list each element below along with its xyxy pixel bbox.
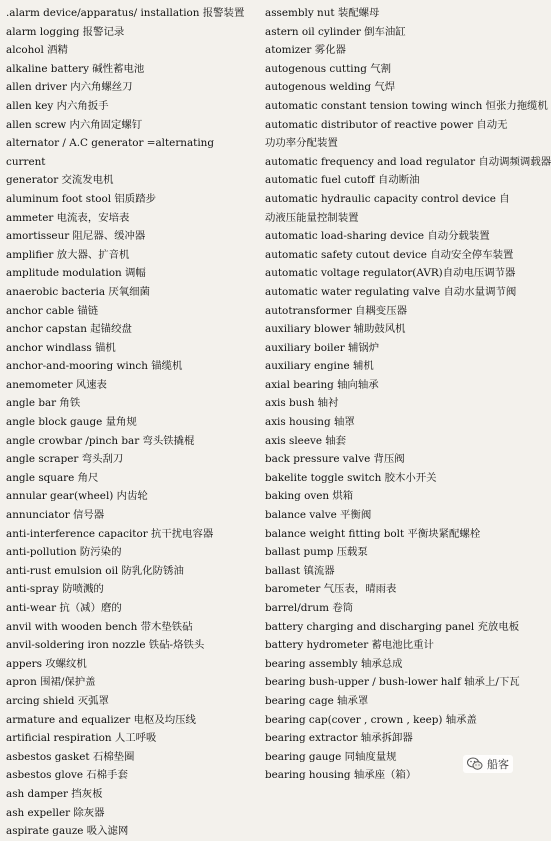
glossary-entry: automatic distributor of reactive power 自动无功功率分配装置 [265, 118, 508, 150]
glossary-entry: assembly nut 装配螺母 [265, 7, 380, 19]
glossary-entry: aspirate gauze 吸入滤网 [6, 825, 129, 838]
glossary-entry: anvil with wooden bench 带木垫铁砧 [6, 620, 193, 633]
glossary-entry: bearing housing 轴承座（箱） [265, 769, 417, 782]
wechat-icon [467, 757, 483, 771]
glossary-entry: autogenous welding 气焊 [265, 81, 396, 94]
glossary-entry: auxiliary boiler 辅锅炉 [265, 341, 380, 354]
glossary-entry: ash damper 挡灰板 [6, 787, 103, 800]
glossary-entry: autotransformer 自耦变压器 [265, 304, 407, 317]
glossary-entry: bearing assembly 轴承总成 [265, 657, 403, 670]
glossary-entry: generator 交流发电机 [6, 174, 114, 187]
glossary-entry: baking oven 烘箱 [265, 490, 354, 503]
glossary-entry: alkaline battery 碱性蓄电池 [6, 62, 145, 75]
glossary-entry: alarm logging 报警记录 [6, 25, 125, 38]
glossary-entry: annunciator 信号器 [6, 509, 105, 522]
glossary-entry: aluminum foot stool 铝质踏步 [6, 192, 156, 205]
glossary-entry: angle bar 角铁 [6, 397, 81, 410]
glossary-entry: auxiliary blower 辅助鼓风机 [265, 323, 406, 336]
glossary-entry: angle block gauge 量角规 [6, 416, 137, 429]
glossary-entry: anchor cable 锚链 [6, 304, 99, 317]
glossary-entry: automatic fuel cutoff 自动断油 [265, 174, 420, 187]
glossary-entry: automatic voltage regulator(AVR)自动电压调节器 [265, 267, 516, 280]
glossary-entry: axis sleeve 轴套 [265, 434, 347, 447]
glossary-entry: amortisseur 阻尼器、缓冲器 [6, 230, 146, 243]
glossary-entry: bearing extractor 轴承拆卸器 [265, 732, 413, 745]
glossary-entry: automatic hydraulic capacity control device 自动液压能量控制装置 [265, 192, 510, 224]
glossary-entry: anaerobic bacteria 厌氧细菌 [6, 285, 150, 298]
glossary-entry: .alarm device/apparatus/ installation 报警装置 [6, 7, 245, 19]
glossary-entry: armature and equalizer 电枢及均压线 [6, 713, 196, 726]
glossary-entry: axis housing 轴罩 [265, 416, 355, 429]
glossary-entry: ammeter 电流表，安培表 [6, 211, 130, 224]
glossary-entry: alternator / A.C generator =alternating current [6, 137, 215, 168]
glossary-entry: balance weight fitting bolt 平衡块紧配螺栓 [265, 527, 481, 540]
glossary-entry: ballast 镇流器 [265, 564, 335, 577]
glossary-entry: amplitude modulation 调幅 [6, 267, 146, 280]
glossary-entry: battery hydrometer 蓄电池比重计 [265, 639, 434, 652]
glossary-entry: automatic load-sharing device 自动分载装置 [265, 230, 490, 243]
glossary-entry: artificial respiration 人工呼吸 [6, 732, 157, 745]
glossary-entry: bearing gauge 同轴度量规 [265, 750, 397, 763]
glossary-entry: ash expeller 除灰器 [6, 806, 105, 819]
glossary-entry: atomizer 雾化器 [265, 44, 346, 57]
glossary-entry: autogenous cutting 气割 [265, 62, 392, 75]
glossary-entry: apron 围裙/保护盖 [6, 676, 96, 689]
glossary-entry: automatic safety cutout device 自动安全停车装置 [265, 248, 514, 261]
glossary-entry: asbestos gasket 石棉垫圈 [6, 750, 135, 763]
glossary-entry: anti-interference capacitor 抗干扰电容器 [6, 527, 214, 540]
glossary-entry: bearing cage 轴承罩 [265, 694, 369, 707]
glossary-entry: appers 攻螺纹机 [6, 657, 87, 670]
glossary-entry: axis bush 轴衬 [265, 397, 339, 410]
glossary-entry: anvil-soldering iron nozzle 铁砧-烙铁头 [6, 639, 205, 652]
glossary-entry: allen key 内六角扳手 [6, 99, 109, 112]
glossary-entry: bearing bush-upper / bush-lower half 轴承上/下瓦 [265, 676, 520, 689]
glossary-entry: back pressure valve 背压阀 [265, 453, 405, 466]
glossary-entry: battery charging and discharging panel 充放电板 [265, 620, 520, 633]
glossary-entry: ballast pump 压载泵 [265, 546, 368, 559]
glossary-entry: angle square 角尺 [6, 471, 99, 484]
glossary-entry: barrel/drum 卷筒 [265, 602, 354, 614]
glossary-entry: arcing shield 灭弧罩 [6, 694, 109, 707]
glossary-entry: anchor capstan 起锚绞盘 [6, 323, 132, 336]
glossary-entry: anti-wear 抗（减）磨的 [6, 602, 122, 614]
glossary-entry: auxiliary engine 辅机 [265, 360, 374, 373]
glossary-right-column [265, 4, 551, 785]
glossary-entry: allen screw 内六角固定螺钉 [6, 118, 143, 131]
glossary-entry: anti-pollution 防污染的 [6, 546, 122, 559]
wechat-watermark [463, 755, 513, 773]
glossary-entry: anti-spray 防喷溅的 [6, 583, 104, 596]
glossary-entry: automatic constant tension towing winch 恒张力拖缆机 [265, 99, 548, 112]
glossary-entry: anti-rust emulsion oil 防乳化防锈油 [6, 564, 184, 577]
glossary-entry: anemometer 风速表 [6, 378, 107, 391]
glossary-entry: angle crowbar /pinch bar 弯头铁撬棍 [6, 434, 195, 447]
glossary-entry: alcohol 酒精 [6, 44, 68, 57]
glossary-left-column [6, 4, 256, 841]
glossary-entry: annular gear(wheel) 内齿轮 [6, 490, 148, 503]
glossary-entry: bearing cap(cover , crown , keep) 轴承盖 [265, 713, 477, 726]
glossary-entry: bakelite toggle switch 胶木小开关 [265, 471, 437, 484]
glossary-entry: astern oil cylinder 倒车油缸 [265, 25, 406, 38]
glossary-entry: amplifier 放大器、扩音机 [6, 248, 130, 261]
glossary-entry: automatic water regulating valve 自动水量调节阀 [265, 285, 517, 298]
glossary-entry: anchor-and-mooring winch 锚缆机 [6, 360, 183, 373]
glossary-entry: axial bearing 轴向轴承 [265, 378, 379, 391]
glossary-entry: asbestos glove 石棉手套 [6, 769, 128, 782]
glossary-entry: automatic frequency and load regulator 自动调频调载器 [265, 155, 551, 168]
glossary-entry: anchor windlass 锚机 [6, 341, 116, 354]
glossary-entry: balance valve 平衡阀 [265, 509, 372, 522]
glossary-entry: barometer 气压表，晴雨表 [265, 583, 397, 596]
glossary-entry: allen driver 内六角螺丝刀 [6, 81, 133, 94]
watermark-text: 船客 [487, 758, 509, 771]
glossary-entry: angle scraper 弯头刮刀 [6, 453, 124, 466]
